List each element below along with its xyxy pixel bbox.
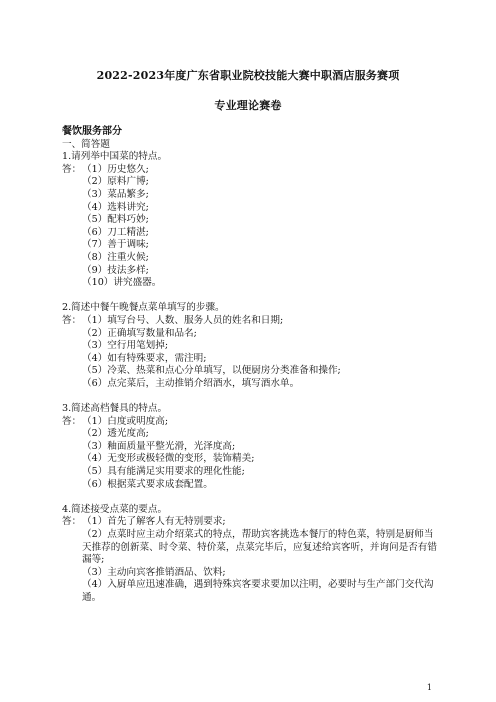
question-4: 4.简述接受点菜的要点。 <box>62 503 168 515</box>
answer-body <box>82 164 442 290</box>
document-title: 2022-2023年度广东省职业院校技能大赛中职酒店服务赛项 <box>96 69 400 82</box>
answer-item: （7）善于调味; <box>82 239 149 251</box>
section-subtitle: 一、简答题 <box>62 138 110 150</box>
answer-item: （3）菜品繁多; <box>82 188 149 200</box>
answer-2 <box>62 315 442 391</box>
document-subtitle: 专业理论赛卷 <box>214 99 282 112</box>
answer-item: （3）主动向宾客推销酒品、饮料; <box>82 566 226 578</box>
question-2: 2.简述中餐午晚餐点菜单填写的步骤。 <box>62 302 225 314</box>
answer-4 <box>62 516 442 604</box>
answer-label: 答： <box>62 415 82 427</box>
answer-body <box>82 416 442 492</box>
answer-item: （6）刀工精湛; <box>82 226 149 238</box>
answer-item: （3）空行用笔划掉; <box>82 340 169 352</box>
answer-item: （2）正确填写数量和品名; <box>82 327 197 339</box>
answer-item: （4）无变形或极轻微的变形，装饰精美; <box>82 453 255 465</box>
spacer <box>62 390 442 403</box>
answer-item: （6）点完菜后，主动推销介绍酒水，填写酒水单。 <box>82 377 300 389</box>
answer-item: （2）原料广博; <box>82 176 149 188</box>
answer-item: （1）首先了解客人有无特别要求; <box>82 516 226 528</box>
answer-item: （2）透光度高; <box>82 428 149 440</box>
answer-3 <box>62 416 442 492</box>
answer-body <box>82 315 442 391</box>
answer-label: 答： <box>62 516 82 528</box>
answer-item: （10）讲究盛器。 <box>82 277 162 289</box>
answer-item: （4）选料讲究; <box>82 201 149 213</box>
page-number: 1 <box>426 683 432 692</box>
answer-item: （2）点菜时应主动介绍菜式的特点，帮助宾客挑选本餐厅的特色菜，特别是厨师当天推荐的创新菜、时令菜、特价菜，点菜完毕后，应复述给宾客听，并询问是否有错漏等; <box>82 529 437 566</box>
answer-item: （4）如有特殊要求，需注明; <box>82 352 207 364</box>
spacer <box>62 290 442 303</box>
answer-item: （1）历史悠久; <box>82 163 149 175</box>
answer-body <box>82 516 442 604</box>
answer-item: （4）入厨单应迅速准确，遇到特殊宾客要求要加以注明，必要时与生产部门交代沟通。 <box>82 579 434 603</box>
question-3: 3.简述高档餐具的特点。 <box>62 403 168 415</box>
answer-item: （9）技法多样; <box>82 264 149 276</box>
section-title: 餐饮服务部分 <box>62 126 122 137</box>
answer-item: （1）填写台号、人数、服务人员的姓名和日期; <box>82 314 284 326</box>
document-content <box>62 126 442 605</box>
answer-item: （1）白度或明度高; <box>82 415 169 427</box>
answer-item: （5）具有能满足实用要求的理化性能; <box>82 466 245 478</box>
answer-item: （8）注重火候; <box>82 251 149 263</box>
answer-item: （3）釉面质量平整光滑，光泽度高; <box>82 440 236 452</box>
answer-item: （5）配料巧妙; <box>82 214 149 226</box>
question-1: 1.请列举中国菜的特点。 <box>62 151 168 163</box>
spacer <box>62 491 442 504</box>
answer-1 <box>62 164 442 290</box>
answer-label: 答： <box>62 163 82 175</box>
answer-item: （5）冷菜、热菜和点心分单填写，以便厨房分类准备和操作; <box>82 365 341 377</box>
answer-label: 答： <box>62 314 82 326</box>
answer-item: （6）根据菜式要求成套配置。 <box>82 478 213 490</box>
